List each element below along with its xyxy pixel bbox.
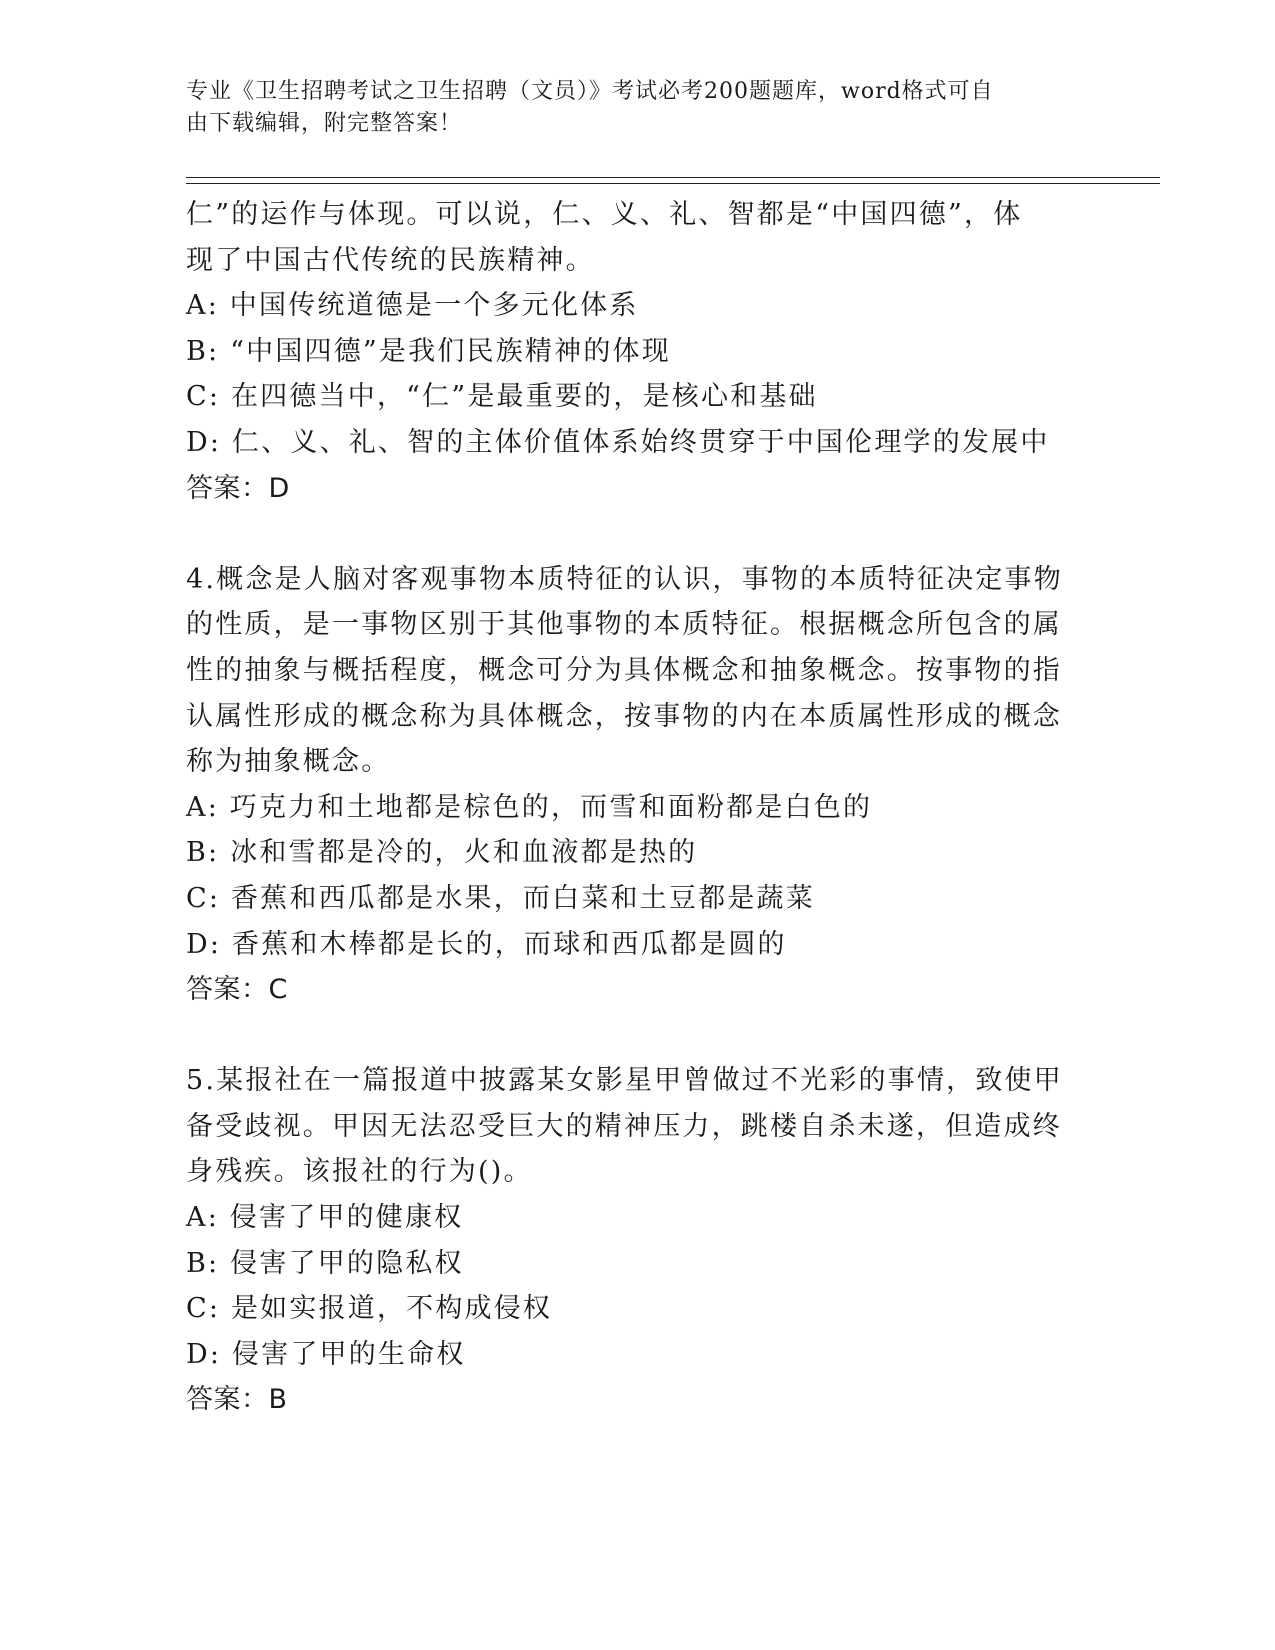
option-a: A: 侵害了甲的健康权 — [186, 1202, 464, 1234]
question-stem-line: 的性质，是一事物区别于其他事物的本质特征。根据概念所包含的属 — [186, 609, 1062, 641]
question-5 — [186, 1058, 1086, 1423]
option-b: B: 侵害了甲的隐私权 — [186, 1247, 464, 1279]
question-stem-line: 现了中国古代传统的民族精神。 — [186, 244, 595, 276]
answer-label: 答案：D — [186, 472, 290, 504]
option-d: D: 香蕉和木棒都是长的，而球和西瓜都是圆的 — [186, 928, 787, 960]
question-stem-line: 认属性形成的概念称为具体概念，按事物的内在本质属性形成的概念 — [186, 700, 1062, 732]
question-stem-line: 5.某报社在一篇报道中披露某女影星甲曾做过不光彩的事情，致使甲 — [186, 1065, 1063, 1097]
question-stem-line: 性的抽象与概括程度，概念可分为具体概念和抽象概念。按事物的指 — [186, 654, 1062, 686]
question-spacer — [186, 511, 1086, 557]
document-header — [186, 76, 1066, 140]
question-content — [186, 192, 1086, 1423]
question-spacer — [186, 1013, 1086, 1059]
question-stem-line: 仁”的运作与体现。可以说，仁、义、礼、智都是“中国四德”，体 — [186, 199, 1023, 230]
question-3 — [186, 192, 1086, 511]
option-a: A: 巧克力和土地都是棕色的，而雪和面粉都是白色的 — [186, 791, 873, 823]
option-a: A: 中国传统道德是一个多元化体系 — [186, 290, 639, 322]
header-line-1: 专业《卫生招聘考试之卫生招聘（文员）》考试必考200题题库，word格式可自 — [186, 79, 994, 104]
option-c: C: 香蕉和西瓜都是水果，而白菜和土豆都是蔬菜 — [186, 882, 815, 914]
header-divider-bottom — [186, 183, 1160, 184]
answer-label: 答案：B — [186, 1384, 288, 1416]
question-stem-line: 身残疾。该报社的行为()。 — [186, 1156, 533, 1188]
question-stem-line: 称为抽象概念。 — [186, 746, 391, 778]
option-b: B: “中国四德”是我们民族精神的体现 — [186, 335, 671, 367]
header-divider-top — [186, 177, 1160, 178]
option-d: D: 侵害了甲的生命权 — [186, 1338, 466, 1370]
option-d: D: 仁、义、礼、智的主体价值体系始终贯穿于中国伦理学的发展中 — [186, 426, 1050, 458]
option-c: C: 是如实报道，不构成侵权 — [186, 1293, 553, 1325]
question-stem-line: 备受歧视。甲因无法忍受巨大的精神压力，跳楼自杀未遂，但造成终 — [186, 1110, 1062, 1142]
header-line-2: 由下载编辑，附完整答案！ — [186, 111, 463, 136]
option-b: B: 冰和雪都是冷的，火和血液都是热的 — [186, 837, 698, 869]
answer-label: 答案：C — [186, 974, 288, 1006]
question-4 — [186, 557, 1086, 1013]
option-c: C: 在四德当中，“仁”是最重要的，是核心和基础 — [186, 381, 818, 413]
question-stem-line: 4.概念是人脑对客观事物本质特征的认识，事物的本质特征决定事物 — [186, 563, 1063, 595]
